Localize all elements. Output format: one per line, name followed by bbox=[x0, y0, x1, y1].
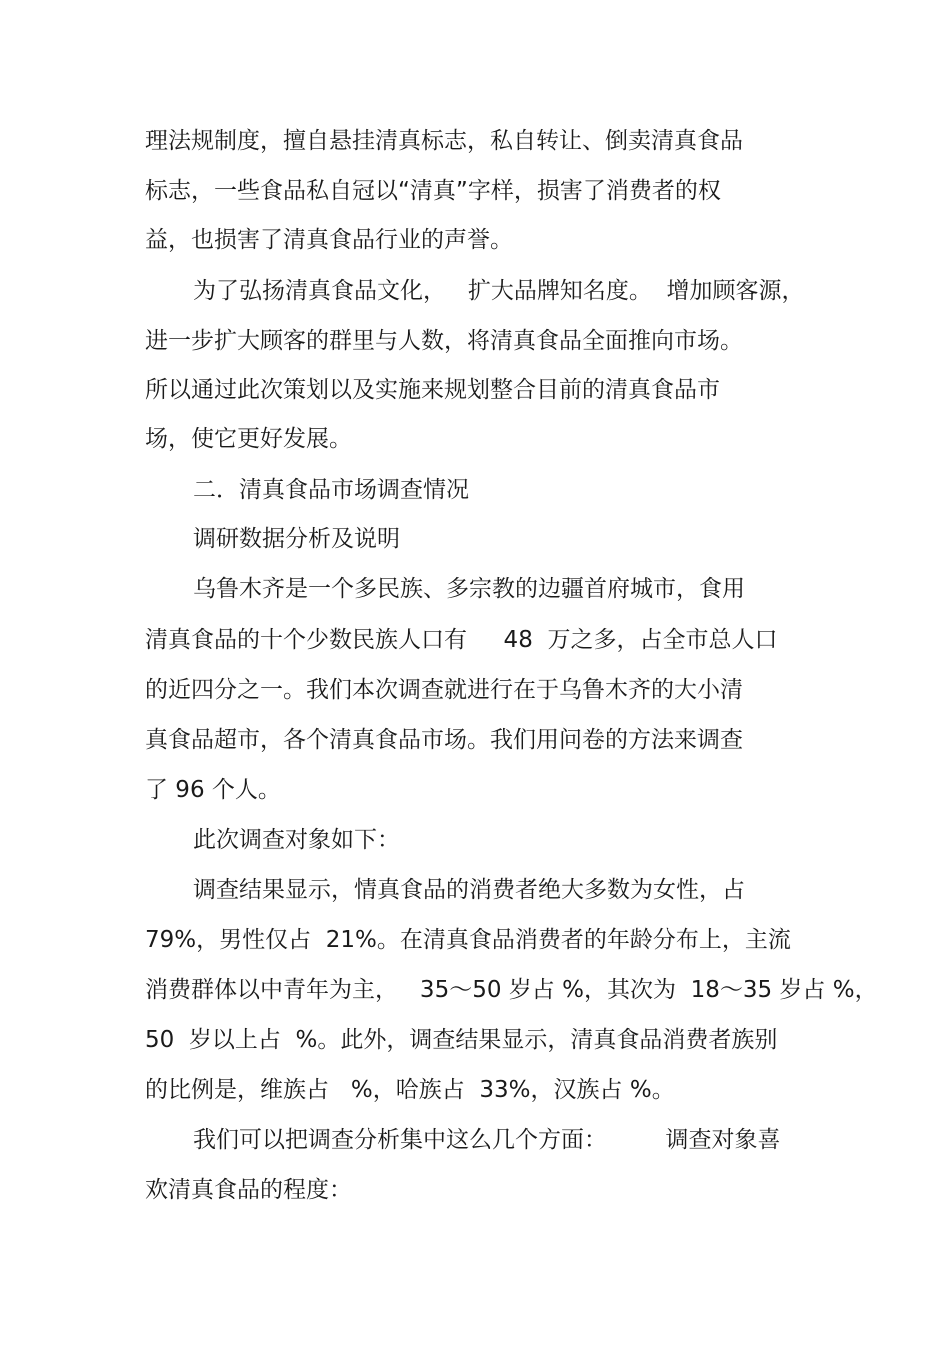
paragraph-survey-results: 调查结果显示，情真食品的消费者绝大多数为女性，占 bbox=[193, 877, 745, 903]
text-line-3: 益，也损害了清真食品行业的声誉。 bbox=[145, 227, 513, 253]
text-line-7: 场，使它更好发展。 bbox=[145, 426, 352, 452]
text-line-2: 标志，一些食品私自冠以“清真”字样，损害了消费者的权 bbox=[145, 178, 721, 204]
text-line-19: 50 岁以上占 %。此外，调查结果显示，清真食品消费者族别 bbox=[145, 1027, 778, 1053]
text-line-11: 清真食品的十个少数民族人口有 48 万之多，占全市总人口 bbox=[145, 627, 778, 653]
text-line-18: 消费群体以中青年为主， 35～50 岁占 %，其次为 18～35 岁占 %， bbox=[145, 977, 878, 1003]
text-line-1: 理法规制度，擅自悬挂清真标志，私自转让、倒卖清真食品 bbox=[145, 128, 743, 154]
paragraph-urumqi: 乌鲁木齐是一个多民族、多宗教的边疆首府城市，食用 bbox=[193, 576, 745, 602]
paragraph-analysis-aspects: 我们可以把调查分析集中这么几个方面： 调查对象喜 bbox=[193, 1127, 781, 1153]
paragraph-survey-subjects: 此次调查对象如下： bbox=[193, 827, 400, 853]
subheading-data-analysis: 调研数据分析及说明 bbox=[193, 526, 400, 552]
text-line-22: 欢清真食品的程度： bbox=[145, 1177, 352, 1203]
text-line-5: 进一步扩大顾客的群里与人数，将清真食品全面推向市场。 bbox=[145, 328, 743, 354]
text-line-6: 所以通过此次策划以及实施来规划整合目前的清真食品市 bbox=[145, 377, 720, 403]
text-line-13: 真食品超市，各个清真食品市场。我们用问卷的方法来调查 bbox=[145, 727, 743, 753]
text-line-12: 的近四分之一。我们本次调查就进行在于乌鲁木齐的大小清 bbox=[145, 677, 743, 703]
section-heading-market-survey: 二．清真食品市场调查情况 bbox=[193, 477, 469, 503]
text-line-14: 了 96 个人。 bbox=[145, 777, 281, 803]
paragraph-brand-promotion: 为了弘扬清真食品文化， 扩大品牌知名度。 增加顾客源， bbox=[193, 278, 805, 304]
text-line-20: 的比例是，维族占 %，哈族占 33%，汉族占 %。 bbox=[145, 1077, 675, 1103]
text-line-17: 79%，男性仅占 21%。在清真食品消费者的年龄分布上，主流 bbox=[145, 927, 791, 953]
